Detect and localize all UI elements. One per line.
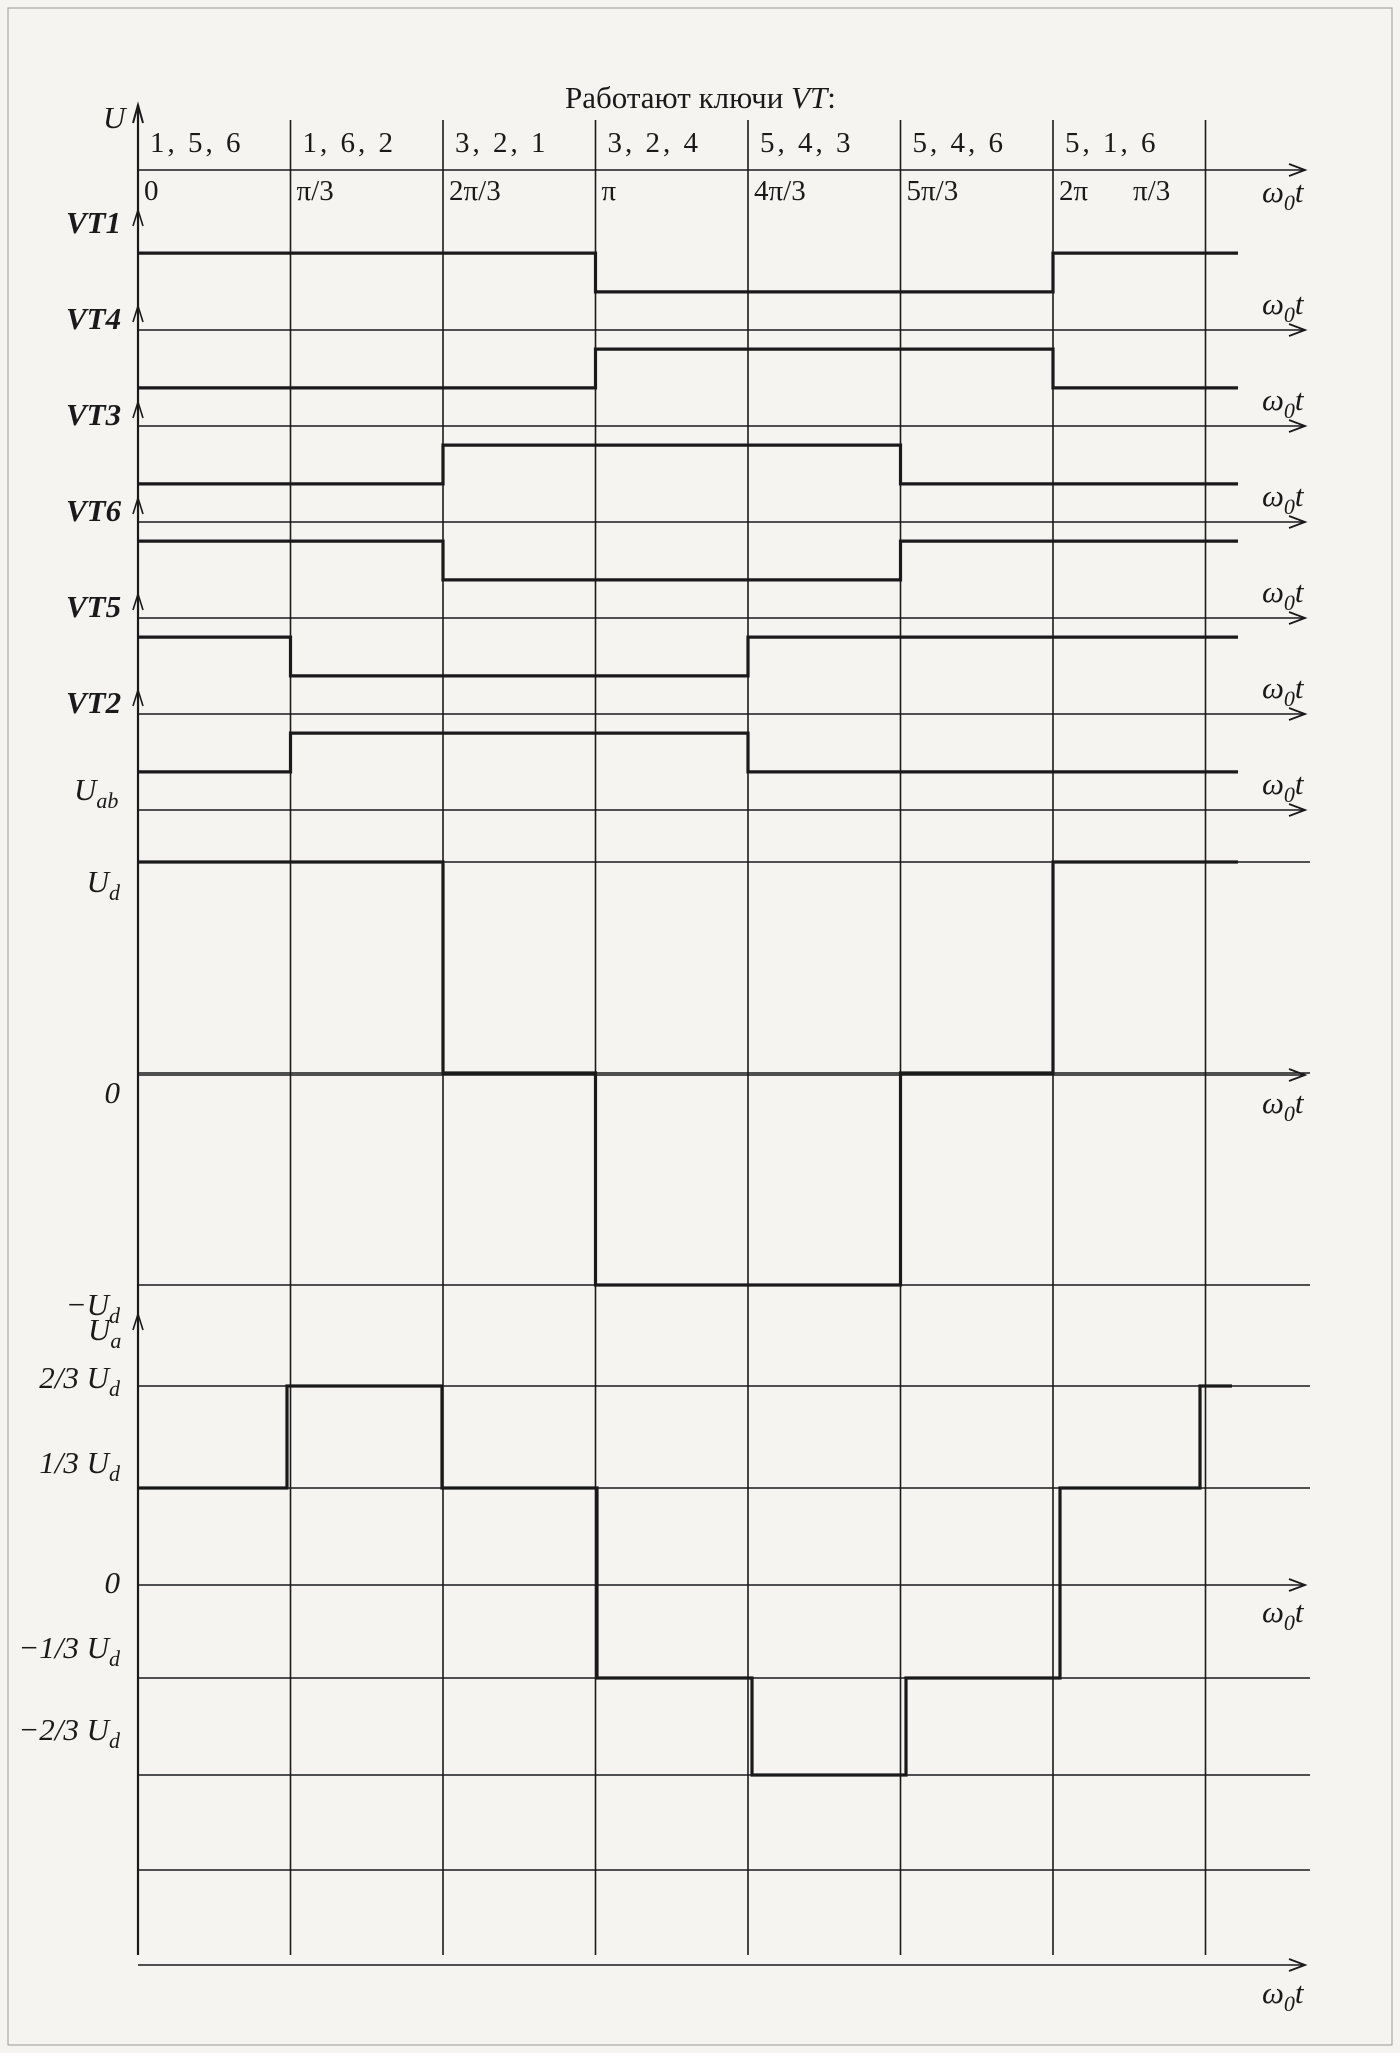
angle-tick-label: 0 xyxy=(144,175,159,207)
uab-label: $U_{ab}$ xyxy=(74,772,119,813)
row-label-vt2: VT2 xyxy=(66,685,122,720)
angle-tick-label: π/3 xyxy=(296,175,334,207)
switch-group-label: 1, 6, 2 xyxy=(302,127,396,159)
angle-tick-label: π xyxy=(601,175,617,207)
labels-group xyxy=(18,80,1305,2016)
waveform-ua xyxy=(138,1386,1232,1775)
ua-level-label: −2/3 $U_d$ xyxy=(18,1712,120,1753)
omega-t-label: $\omega_0t$ xyxy=(1262,1975,1304,2016)
waveform-vt2 xyxy=(138,733,1238,772)
waveform-vt6 xyxy=(138,541,1238,580)
uab-level-label: $-U_d$ xyxy=(65,1287,120,1328)
ua-level-label: 1/3 $U_d$ xyxy=(39,1445,120,1486)
waveform-vt5 xyxy=(138,637,1238,676)
switch-group-label: 5, 4, 6 xyxy=(912,127,1006,159)
omega-t-label: $\omega_0t$ xyxy=(1262,574,1304,615)
omega-t-label: $\omega_0t$ xyxy=(1262,286,1304,327)
row-label-vt1: VT1 xyxy=(66,205,122,240)
angle-tick-label: 5π/3 xyxy=(906,175,959,207)
ua-level-label: 2/3 $U_d$ xyxy=(39,1360,120,1401)
page-border xyxy=(8,8,1392,2045)
angle-tick-label: 4π/3 xyxy=(754,175,806,207)
uab-level-label: $U_d$ xyxy=(86,864,120,905)
omega-t-label: $\omega_0t$ xyxy=(1262,670,1304,711)
switch-group-label: 3, 2, 1 xyxy=(455,127,549,159)
angle-tick-label: 2π/3 xyxy=(449,175,501,207)
waveform-vt4 xyxy=(138,349,1238,388)
switch-group-label: 5, 4, 3 xyxy=(760,127,854,159)
omega-t-label: $\omega_0t$ xyxy=(1262,1085,1304,1126)
waveform-vt1 xyxy=(138,253,1238,292)
omega-t-label: $\omega_0t$ xyxy=(1262,478,1304,519)
u-axis-label: U xyxy=(103,100,126,135)
waveform-vt3 xyxy=(138,445,1238,484)
header-title: Работают ключи VT: xyxy=(565,80,836,115)
ua-label: $U_a$ xyxy=(88,1312,122,1353)
angle-tick-label: π/3 xyxy=(1133,175,1171,207)
omega-t-label: $\omega_0t$ xyxy=(1262,382,1304,423)
uab-level-label: 0 xyxy=(104,1075,120,1110)
waveforms-group xyxy=(138,253,1238,1775)
switch-group-label: 1, 5, 6 xyxy=(150,127,244,159)
sector-gridlines xyxy=(8,8,1392,2045)
ua-level-label: 0 xyxy=(104,1565,120,1600)
row-label-vt4: VT4 xyxy=(66,301,122,336)
row-label-vt6: VT6 xyxy=(66,493,122,528)
omega-t-label: $\omega_0t$ xyxy=(1262,1594,1304,1635)
row-label-vt5: VT5 xyxy=(66,589,122,624)
switch-group-label: 3, 2, 4 xyxy=(607,127,701,159)
switch-group-label: 5, 1, 6 xyxy=(1065,127,1159,159)
omega-t-label: $\omega_0t$ xyxy=(1262,766,1304,807)
angle-tick-label: 2π xyxy=(1059,175,1089,207)
ua-level-label: −1/3 $U_d$ xyxy=(18,1630,120,1671)
row-label-vt3: VT3 xyxy=(66,397,122,432)
axes-group xyxy=(133,105,1310,1971)
omega-t-label: $\omega_0t$ xyxy=(1262,174,1304,215)
